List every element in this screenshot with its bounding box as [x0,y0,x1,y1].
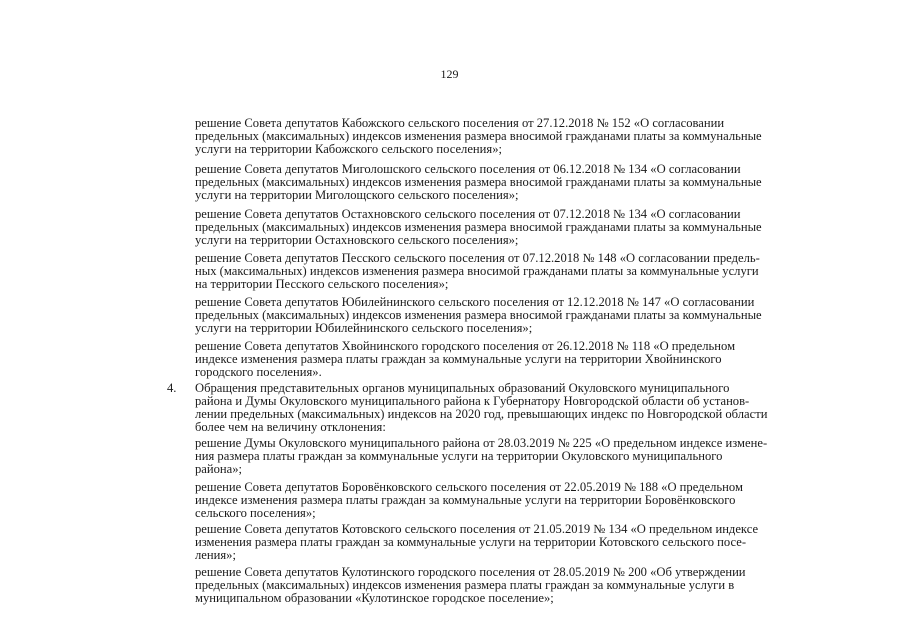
text-line: городского поселения». [195,364,322,379]
text-line: более чем на величину отклонения: [195,419,386,434]
text-line: лении предельных (максимальных) индексов на 2020 год, превышающих индекс по Новгородской области [195,406,768,421]
text-line: решение Совета депутатов Юбилейнинского сельского поселения от 12.12.2018 № 147 «О согласовании [195,295,755,309]
text-line: предельных (максимальных) индексов изменения размера вносимой гражданами платы за коммунальные [195,219,762,234]
text-line: муниципальном образовании «Кулотинское городское поселение»; [195,590,554,605]
decision-khvoynaya [195,340,865,379]
decision-yubileynoe [195,296,865,335]
text-line: предельных (максимальных) индексов изменения размера платы граждан за коммунальные услуги в [195,577,735,592]
text-line: индексе изменения размера платы граждан за коммунальные услуги на территории Боровёнковского [195,492,736,507]
text-line: на территории Песского сельского поселения»; [195,276,449,291]
text-line: индексе изменения размера платы граждан за коммунальные услуги на территории Хвойнинского [195,351,722,366]
text-line: предельных (максимальных) индексов изменения размера вносимой гражданами платы за коммунальные [195,307,762,322]
decision-borovyonka [195,481,865,520]
text-line: решение Совета депутатов Хвойнинского городского поселения от 26.12.2018 № 118 «О предельном [195,339,736,353]
item-number: 4. [167,381,177,395]
text-line: предельных (максимальных) индексов изменения размера вносимой гражданами платы за коммунальные [195,174,762,189]
decision-kabozha [195,117,865,156]
text-line: решение Совета депутатов Кулотинского городского поселения от 28.05.2019 № 200 «Об утверждении [195,565,746,579]
text-line: сельского поселения»; [195,505,316,520]
text-line: решение Совета депутатов Миголошского сельского поселения от 06.12.2018 № 134 «О согласовании [195,162,741,176]
text-line: услуги на территории Юбилейнинского сельского поселения»; [195,320,533,335]
text-line: решение Совета депутатов Остахновского сельского поселения от 07.12.2018 № 134 «О согласовании [195,207,741,221]
decision-ostakhnovo [195,208,865,247]
decision-migolosh [195,163,865,202]
page-number: 129 [440,67,459,81]
text-line: изменения размера платы граждан за коммунальные услуги на территории Котовского сельского посе- [195,534,747,549]
text-line: решение Совета депутатов Боровёнковского сельского поселения от 22.05.2019 № 188 «О предельном [195,480,743,494]
decision-kulotino [195,566,865,605]
text-line: решение Думы Окуловского муниципального района от 28.03.2019 № 225 «О предельном индексе измене- [195,436,768,450]
text-line: ных (максимальных) индексов изменения размера вносимой гражданами платы за коммунальные услуги [195,263,759,278]
text-line: решение Совета депутатов Песского сельского поселения от 07.12.2018 № 148 «О согласовании предель- [195,251,760,265]
decision-pesskoe [195,252,865,291]
item-4-text [195,382,865,434]
text-line: решение Совета депутатов Котовского сельского поселения от 21.05.2019 № 134 «О предельном индексе [195,522,759,536]
text-line: района и Думы Окуловского муниципального района к Губернатору Новгородской области об установ- [195,393,750,408]
decision-okulovka-duma [195,437,865,476]
text-line: района»; [195,461,243,476]
text-line: решение Совета депутатов Кабожского сельского поселения от 27.12.2018 № 152 «О согласовании [195,116,725,130]
text-line: услуги на территории Миголощского сельского поселения»; [195,187,519,202]
decision-kotovo [195,523,865,562]
text-line: услуги на территории Кабожского сельского поселения»; [195,141,502,156]
text-line: ления»; [195,547,236,562]
text-line: предельных (максимальных) индексов изменения размера вносимой гражданами платы за коммунальные [195,128,762,143]
text-line: ния размера платы граждан за коммунальные услуги на территории Окуловского муниципального [195,448,723,463]
text-line: услуги на территории Остахновского сельского поселения»; [195,232,519,247]
text-line: Обращения представительных органов муниципальных образований Окуловского муниципального [195,381,730,395]
